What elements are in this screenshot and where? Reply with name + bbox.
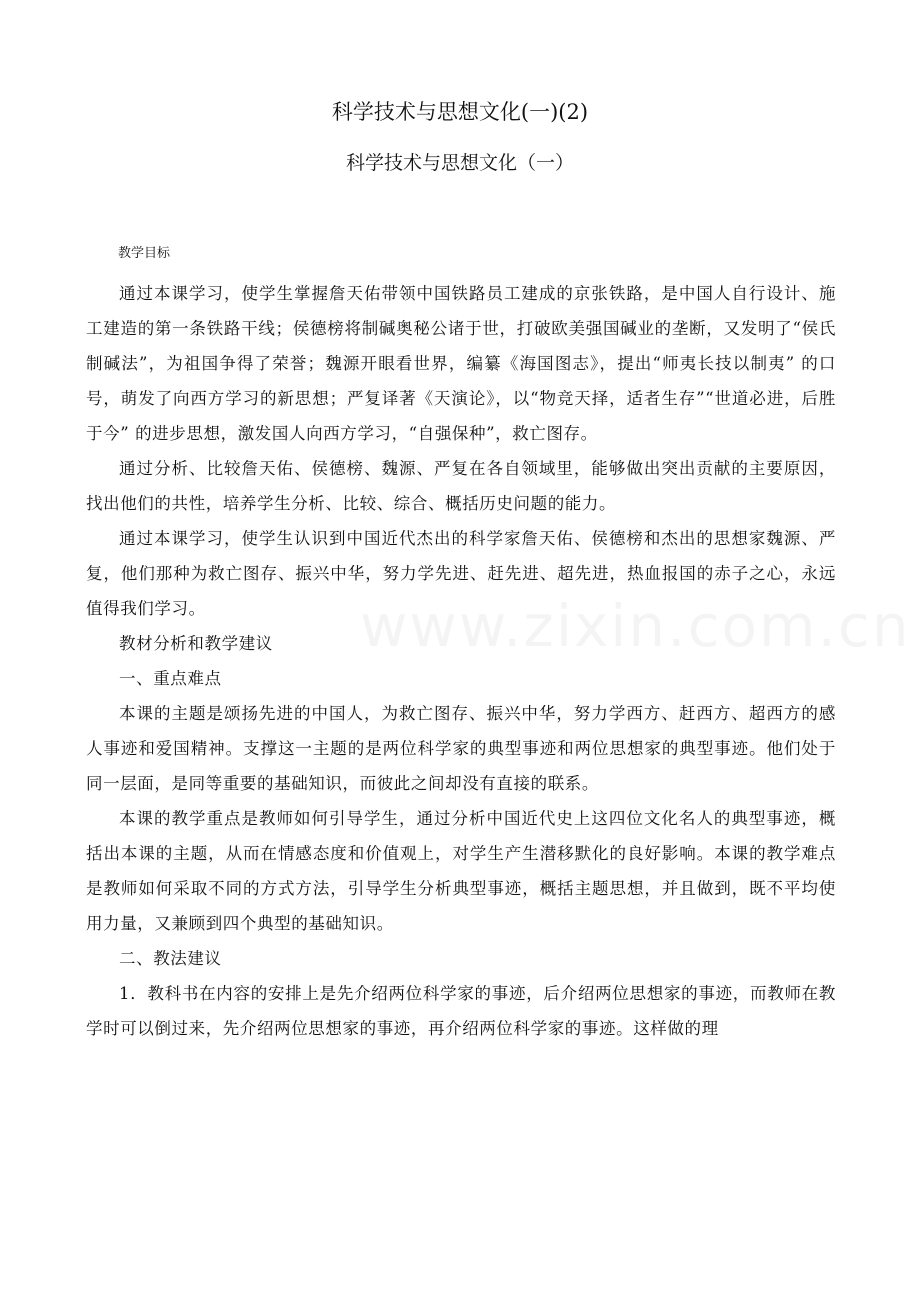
section-label-goals: 教学目标 xyxy=(118,246,171,261)
goal-paragraph: 通过本课学习，使学生认识到中国近代杰出的科学家詹天佑、侯德榜和杰出的思想家魏源、严复，他们那种为救亡图存、振兴中华，努力学先进、赶先进、超先进，热血报国的赤子之心，永远值得我们学习。 xyxy=(86,529,836,618)
section2-heading: 二、教法建议 xyxy=(119,949,222,968)
section1-heading: 一、重点难点 xyxy=(119,669,222,688)
document-subtitle: 科学技术与思想文化（一） xyxy=(345,152,574,174)
analysis-heading: 教材分析和教学建议 xyxy=(119,634,273,653)
section1-paragraph: 本课的教学重点是教师如何引导学生，通过分析中国近代史上这四位文化名人的典型事迹，概括出本课的主题，从而在情感态度和价值观上，对学生产生潜移默化的良好影响。本课的教学难点是教师如何采取不同的方式方法，引导学生分析典型事迹，概括主题思想，并且做到，既不平均使用力量，又兼顾到四个典型的基础知识。 xyxy=(86,809,836,933)
section2-paragraph: 1．教科书在内容的安排上是先介绍两位科学家的事迹，后介绍两位思想家的事迹，而教师在教学时可以倒过来，先介绍两位思想家的事迹，再介绍两位科学家的事迹。这样做的理 xyxy=(86,984,836,1038)
goal-paragraph: 通过本课学习，使学生掌握詹天佑带领中国铁路员工建成的京张铁路，是中国人自行设计、施工建造的第一条铁路干线；侯德榜将制碱奥秘公诸于世，打破欧美强国碱业的垄断，又发明了“侯氏制碱法”，为祖国争得了荣誉；魏源开眼看世界，编纂《海国图志》，提出“师夷长技以制夷” 的口号，萌发了向西方学习的新思想；严复译著《天演论》，以“物竞天择，适者生存”“世道必进，后胜于今” 的进步思想，激发国人向西方学习，“自强保种”，救亡图存。 xyxy=(86,284,836,443)
document-body xyxy=(86,240,836,1046)
document-title: 科学技术与思想文化(一)(2) xyxy=(331,100,589,124)
section1-paragraph: 本课的主题是颂扬先进的中国人，为救亡图存、振兴中华，努力学西方、赶西方、超西方的感人事迹和爱国精神。支撑这一主题的是两位科学家的典型事迹和两位思想家的典型事迹。他们处于同一层面，是同等重要的基础知识，而彼此之间却没有直接的联系。 xyxy=(86,704,836,793)
goal-paragraph: 通过分析、比较詹天佑、侯德榜、魏源、严复在各自领域里，能够做出突出贡献的主要原因，找出他们的共性，培养学生分析、比较、综合、概括历史问题的能力。 xyxy=(86,459,836,513)
